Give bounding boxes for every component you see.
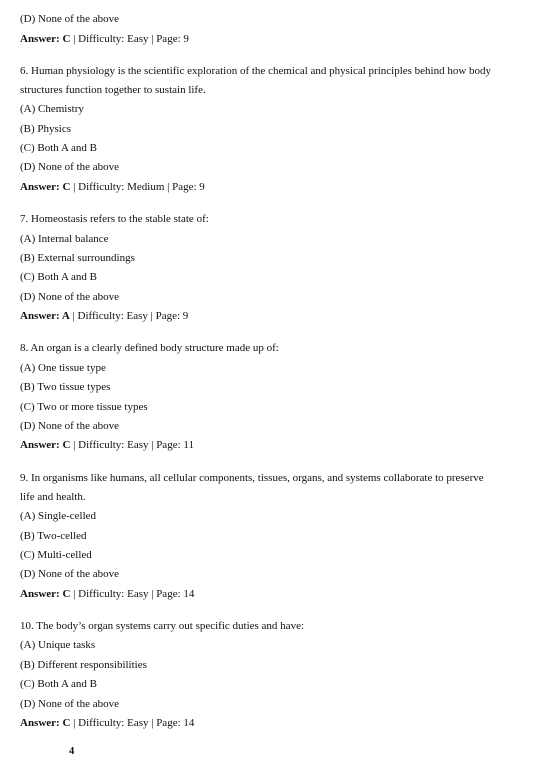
answer-line: Answer: C | Difficulty: Easy | Page: 9 bbox=[20, 33, 189, 45]
question-7-option-d: (D) None of the above bbox=[20, 291, 119, 303]
question-8-option-a: (A) One tissue type bbox=[20, 362, 106, 374]
question-7-option-a: (A) Internal balance bbox=[20, 233, 109, 245]
answer-label: Answer: C bbox=[20, 717, 71, 729]
answer-label: Answer: C bbox=[20, 439, 71, 451]
question-6-stem-line1: 6. Human physiology is the scientific exploration of the chemical and physical principles behind how body bbox=[20, 65, 492, 77]
question-9-option-d: (D) None of the above bbox=[20, 568, 119, 580]
question-6-option-c: (C) Both A and B bbox=[20, 142, 98, 154]
answer-label: Answer: C bbox=[20, 33, 71, 45]
question-7-option-c: (C) Both A and B bbox=[20, 271, 98, 283]
question-6-option-b: (B) Physics bbox=[20, 123, 72, 135]
question-10-option-d: (D) None of the above bbox=[20, 698, 119, 710]
question-8-stem-line1: 8. An organ is a clearly defined body structure made up of: bbox=[20, 342, 279, 354]
answer-label: Answer: A bbox=[20, 310, 70, 322]
question-10-option-c: (C) Both A and B bbox=[20, 678, 98, 690]
question-7-stem-line1: 7. Homeostasis refers to the stable state of: bbox=[20, 213, 209, 225]
question-6-stem-line2: structures function together to sustain life. bbox=[20, 84, 206, 96]
page-number: 4 bbox=[69, 746, 75, 757]
question-7-answer: Answer: A | Difficulty: Easy | Page: 9 bbox=[20, 310, 189, 322]
answer-label: Answer: C bbox=[20, 181, 71, 193]
answer-label: Answer: C bbox=[20, 588, 71, 600]
question-9-option-c: (C) Multi-celled bbox=[20, 549, 92, 561]
question-8-option-d: (D) None of the above bbox=[20, 420, 119, 432]
question-9-option-a: (A) Single-celled bbox=[20, 510, 97, 522]
question-6-option-d: (D) None of the above bbox=[20, 161, 119, 173]
question-8-option-c: (C) Two or more tissue types bbox=[20, 401, 148, 413]
question-6-answer: Answer: C | Difficulty: Medium | Page: 9 bbox=[20, 181, 205, 193]
question-9-stem-line1: 9. In organisms like humans, all cellular components, tissues, organs, and systems collaborate to preserve bbox=[20, 472, 484, 484]
question-9-option-b: (B) Two-celled bbox=[20, 530, 87, 542]
question-6-option-a: (A) Chemistry bbox=[20, 103, 84, 115]
question-10-answer: Answer: C | Difficulty: Easy | Page: 14 bbox=[20, 717, 195, 729]
question-9-answer: Answer: C | Difficulty: Easy | Page: 14 bbox=[20, 588, 195, 600]
question-9-stem-line2: life and health. bbox=[20, 491, 86, 503]
question-7-option-b: (B) External surroundings bbox=[20, 252, 135, 264]
question-10-option-b: (B) Different responsibilities bbox=[20, 659, 147, 671]
question-10-stem-line1: 10. The body’s organ systems carry out specific duties and have: bbox=[20, 620, 305, 632]
question-8-option-b: (B) Two tissue types bbox=[20, 381, 111, 393]
question-10-option-a: (A) Unique tasks bbox=[20, 639, 96, 651]
question-8-answer: Answer: C | Difficulty: Easy | Page: 11 bbox=[20, 439, 194, 451]
option-d: (D) None of the above bbox=[20, 13, 119, 25]
